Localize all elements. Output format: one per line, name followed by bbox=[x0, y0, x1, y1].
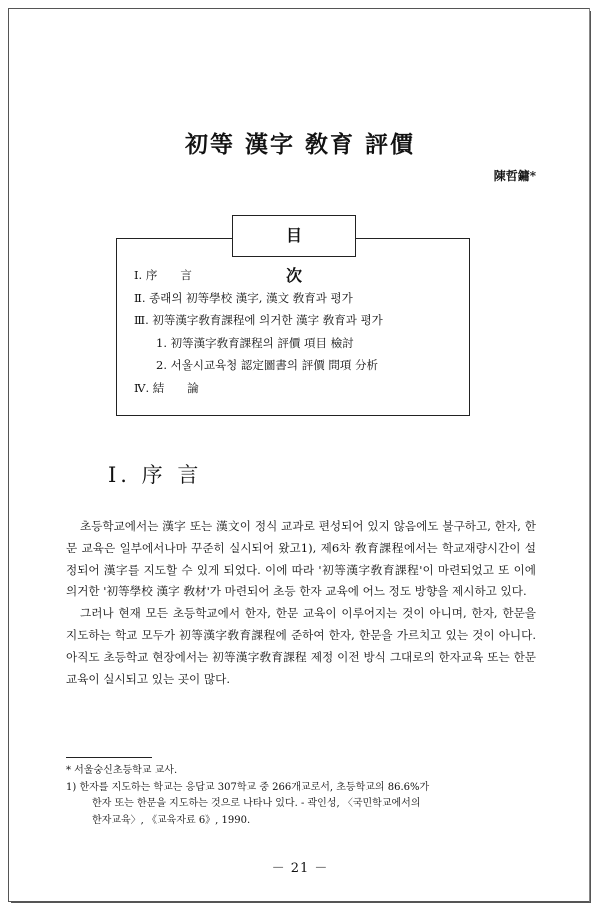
section-heading-intro: Ⅰ. 序 言 bbox=[108, 463, 203, 487]
footnote-1-source: 한자교육〉, 《교육자료 6》, 1990. bbox=[92, 814, 251, 826]
footnote-1-continuation: 한자 또는 한문을 지도하는 것으로 나타나 있다. - 곽인성, 〈국민학교에서의 bbox=[92, 798, 421, 809]
toc-heading: 目 次 bbox=[232, 215, 356, 257]
toc-item-conclusion: Ⅳ. 結 論 bbox=[134, 380, 199, 395]
footnote-author-affiliation: * 서울숭신초등학교 교사. bbox=[66, 765, 178, 776]
author-name: 陳哲鏞* bbox=[493, 169, 536, 183]
page-number: － 21 － bbox=[271, 861, 329, 876]
paragraph-1: 초등학교에서는 漢字 또는 漢文이 정식 교과로 편성되어 있지 않음에도 불구하고, 한자, 한문 교육은 일부에서나마 꾸준히 실시되어 왔고1), 제6차 敎育課程에서는 학교재량시간이 설정되어 漢字를 지도할 수 있게 되었다. 이에 따라 '初等漢字敎育課程'이 마련되었고 또 이에 의거한 '初等學校 漢字 敎材'가 마련되어 초등 한자 교육에 어느 정도 방향을 제시하고 있다. bbox=[66, 519, 536, 599]
footnote-divider bbox=[66, 757, 152, 758]
body-text bbox=[66, 516, 536, 690]
toc-item-previous-education: Ⅱ. 종래의 初等學校 漢字, 漢文 敎育과 평가 bbox=[134, 290, 353, 305]
footnote-1: 1) 한자를 지도하는 학교는 응답교 307학교 중 266개교로서, 초등학교의 86.6%가 bbox=[66, 781, 430, 793]
paragraph-2: 그러나 현재 모든 초등학교에서 한자, 한문 교육이 이루어지는 것이 아니며, 한자, 한문을 지도하는 학교 모두가 初等漢字敎育課程에 준하여 한자, 한문을 가르치고 있는 것이 아니다. 아직도 초등학교 현장에서는 初等漢字敎育課程 제정 이전 방식 그대로의 한자교육 또는 한문교육이 실시되고 있는 곳이 많다. bbox=[66, 606, 536, 686]
footnotes bbox=[66, 763, 536, 829]
toc-list bbox=[134, 264, 464, 399]
toc-item-curriculum-education: Ⅲ. 初等漢字敎育課程에 의거한 漢字 敎育과 평가 bbox=[134, 313, 383, 327]
toc-subitem-evaluation-items: 1. 初等漢字敎育課程의 評價 項目 檢討 bbox=[156, 335, 354, 350]
toc-item-intro: Ⅰ. 序 言 bbox=[134, 268, 192, 282]
document-title: 初等 漢字 敎育 評價 bbox=[184, 131, 416, 158]
toc-subitem-question-analysis: 2. 서울시교육청 認定圖書의 評價 問項 分析 bbox=[156, 358, 379, 372]
